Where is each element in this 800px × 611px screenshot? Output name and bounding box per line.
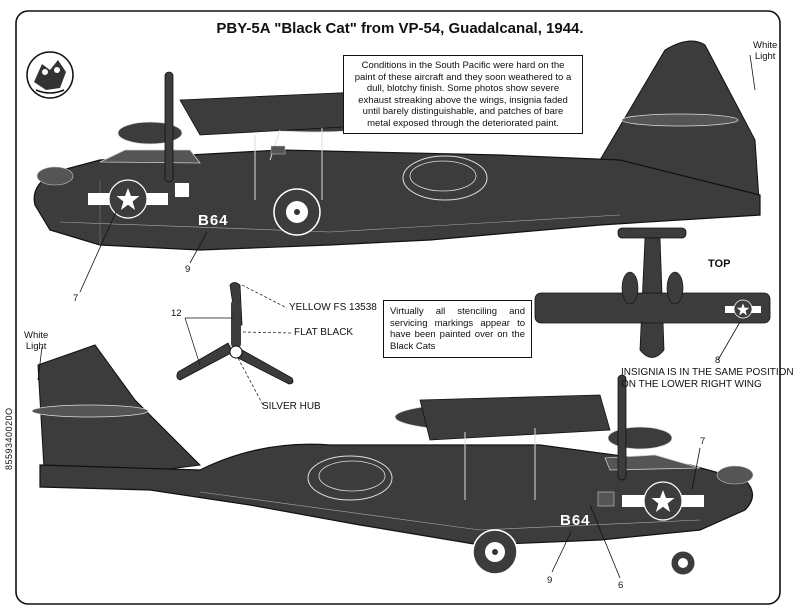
prop-label-flat-black: FLAT BLACK bbox=[294, 327, 354, 338]
part-number: 8559340020O bbox=[4, 407, 14, 470]
callout-prop-12: 12 bbox=[171, 308, 182, 319]
aircraft-code-upper: B64 bbox=[198, 212, 229, 229]
white-light-word: White bbox=[24, 330, 49, 341]
sheet-title: PBY-5A "Black Cat" from VP-54, Guadalcanal, 1944. bbox=[216, 20, 584, 37]
aircraft-code-lower: B64 bbox=[560, 512, 591, 529]
white-light-label-upper bbox=[753, 40, 777, 62]
prop-label-silver-hub: SILVER HUB bbox=[262, 401, 321, 412]
callout-lower-6: 6 bbox=[618, 580, 624, 591]
insignia-position-note bbox=[621, 367, 794, 391]
insignia-note-line-2: ON THE LOWER RIGHT WING bbox=[621, 379, 762, 390]
light-word: Light bbox=[754, 51, 776, 62]
callout-lower-7: 7 bbox=[700, 436, 706, 447]
callout-top-8: 8 bbox=[715, 355, 721, 366]
weathering-note: Conditions in the South Pacific were hard on the paint of these aircraft and they soon weathered to a dull, blotchy finish. Some photos show severe exhaust streaking above the wings, insignia faded until barely distinguishable, and patches of bare metal exposed through the deteriorated paint. bbox=[343, 55, 583, 134]
squadron-emblem bbox=[27, 52, 73, 98]
insignia-note-line-1: INSIGNIA IS IN THE SAME POSITION bbox=[621, 367, 794, 378]
callout-lower-9: 9 bbox=[547, 575, 553, 586]
callout-upper-7: 7 bbox=[73, 293, 79, 304]
callout-upper-9: 9 bbox=[185, 264, 191, 275]
white-light-label-lower bbox=[24, 330, 48, 352]
stenciling-note: Virtually all stenciling and servicing markings appear to have been painted over on the Black Cats bbox=[383, 300, 532, 358]
top-view-label: TOP bbox=[708, 258, 731, 270]
light-word: Light bbox=[25, 341, 47, 352]
white-light-word: White bbox=[753, 40, 778, 51]
prop-label-yellow: YELLOW FS 13538 bbox=[289, 302, 377, 313]
